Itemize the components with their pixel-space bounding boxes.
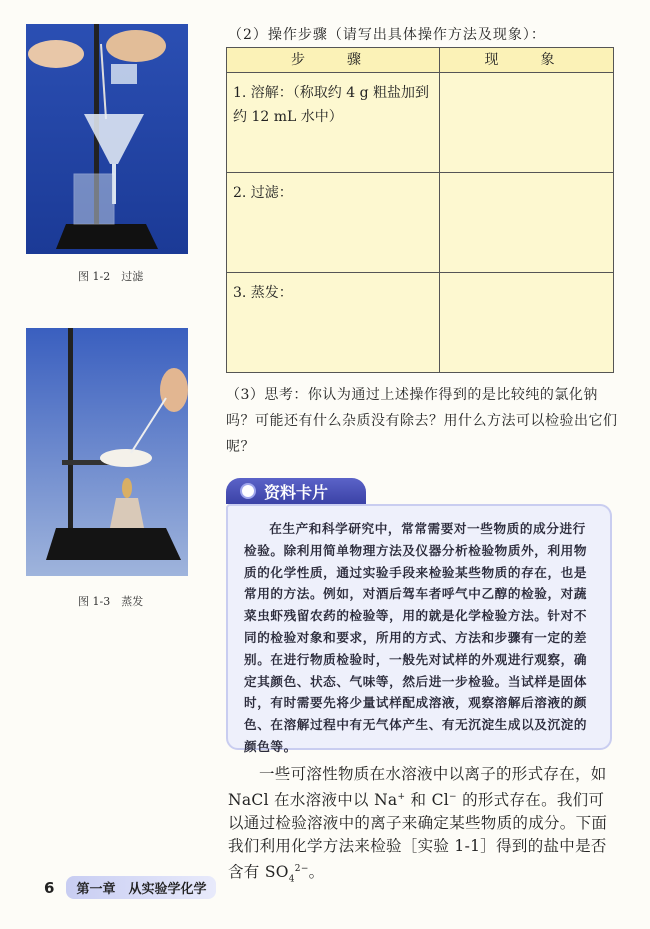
sulfate-subscript: 4 (288, 874, 295, 885)
figure-caption-evaporation: 图 1-3 蒸发 (78, 595, 144, 608)
procedure-table (226, 47, 614, 373)
column-header-steps: 步 骤 (227, 48, 440, 73)
step-filter: 2. 过滤： (227, 173, 440, 273)
body-paragraph (228, 763, 620, 891)
info-card-text: 在生产和科学研究中，常常需要对一些物质的成分进行检验。除利用简单物理方法及仪器分析检验物质外，利用物质的化学性质，通过实验手段来检验某些物质的存在，也是常用的方法。例如，对酒后驾车者呼气中乙醇的检验，对蔬菜虫虾残留农药的检验等，用的就是化学检验方法。针对不同的检验对象和要求，所用的方式、方法和步骤有一定的差别。在进行物质检验时，一般先对试样的外观进行观察，确定其颜色、状态、气味等，然后进一步检验。当试样是固体时，有时需要先将少量试样配成溶液，观察溶解后溶液的颜色、在溶解过程中有无气体产生、有无沉淀生成以及沉淀的颜色等。 (244, 521, 588, 754)
body-text-1: 一些可溶性物质在水溶液中以离子的形式存在，如 NaCl 在水溶液中以 Na (228, 765, 607, 810)
page-footer (44, 876, 216, 899)
phenomenon-evaporate-cell[interactable] (440, 273, 614, 373)
figure-caption-filtration: 图 1-2 过滤 (78, 270, 144, 283)
sulfate-charge: 2− (294, 864, 309, 875)
chloride-charge: − (449, 792, 457, 802)
question-3: （3）思考：你认为通过上述操作得到的是比较纯的氯化钠吗？可能还有什么杂质没有除去？用什么方法可以检验出它们呢？ (226, 387, 618, 455)
page-number: 6 (44, 878, 55, 897)
step-dissolve: 1. 溶解：（称取约 4 g 粗盐加到约 12 mL 水中） (227, 73, 440, 173)
procedure-heading: （2）操作步骤（请写出具体操作方法及现象）： (228, 27, 546, 43)
sodium-charge: + (397, 792, 406, 802)
step-evaporate: 3. 蒸发： (227, 273, 440, 373)
column-header-phenomena: 现 象 (440, 48, 614, 73)
body-text-2: 和 Cl (405, 791, 449, 810)
filtration-photo (26, 24, 188, 254)
body-text-4: 。 (308, 863, 325, 882)
info-card-title: 资料卡片 (264, 482, 329, 502)
info-card-tab (226, 478, 366, 504)
chapter-label: 第一章 从实验学化学 (66, 876, 216, 899)
evaporation-photo (26, 328, 188, 576)
info-card (226, 504, 612, 754)
body-text-3: 的形式存在。我们可以通过检验溶液中的离子来确定某些物质的成分。下面我们利用化学方法来检验［实验 1-1］得到的盐中是否含有 SO (228, 791, 608, 882)
phenomenon-dissolve-cell[interactable] (440, 73, 614, 173)
bullet-circle-icon (240, 483, 256, 499)
phenomenon-filter-cell[interactable] (440, 173, 614, 273)
